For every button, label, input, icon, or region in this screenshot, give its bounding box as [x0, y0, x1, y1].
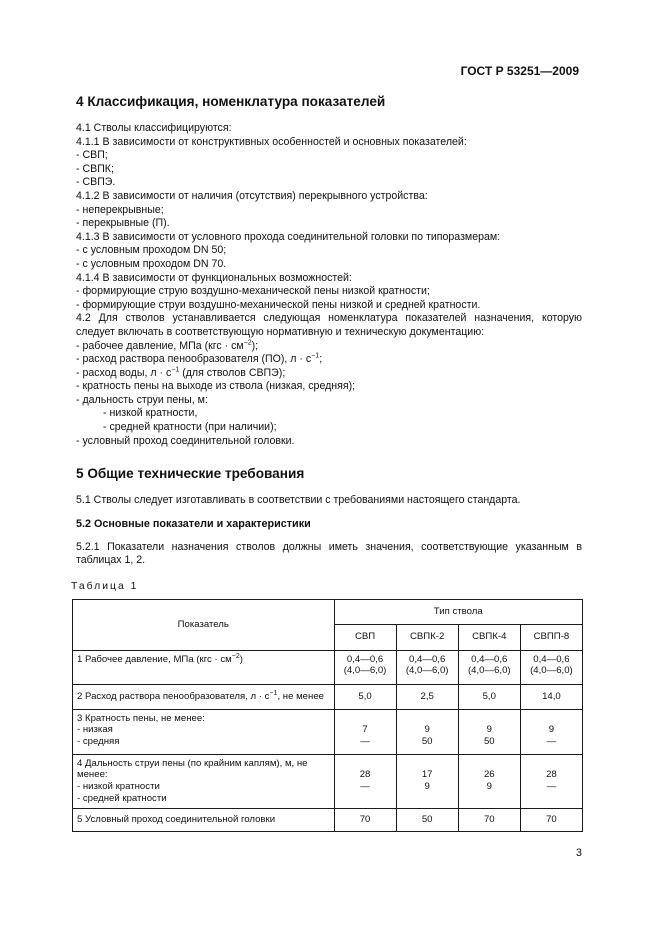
list-item: - с условным проходом DN 50; [76, 244, 227, 257]
clause-4-1-1: 4.1.1 В зависимости от конструктивных особенностей и основных показателей: [76, 135, 467, 148]
table-cell: 0,4—0,6 (4,0—6,0) [520, 650, 582, 684]
table-cell: 70 [520, 808, 582, 831]
clause-4-2: 4.2 Для стволов устанавливается следующая номенклатура показателей назначения, которую следует включать в соответствующую нормативную и техническую документацию: [76, 312, 582, 338]
header-indicator: Показатель [73, 599, 335, 650]
subsection-5-2-title: 5.2 Основные показатели и характеристики [76, 517, 311, 530]
table-row [73, 754, 583, 808]
table-row [73, 808, 583, 831]
table-cell: 0,4—0,6 (4,0—6,0) [458, 650, 520, 684]
table-cell: 70 [458, 808, 520, 831]
list-item: - перекрывные (П). [76, 217, 170, 230]
table-cell: 28 — [520, 754, 582, 808]
table-cell: 17 9 [396, 754, 458, 808]
table-cell: 28 — [334, 754, 396, 808]
table-cell: 5,0 [458, 684, 520, 709]
list-item-passage: - условный проход соединительной головки. [76, 434, 295, 447]
table-cell: 9 — [520, 709, 582, 754]
list-item: - с условным проходом DN 70. [76, 257, 227, 270]
list-item: - формирующие струю воздушно-механической пены низкой кратности; [76, 285, 430, 298]
column-header: СВП [334, 625, 396, 651]
list-item-range-mid: - средней кратности (при наличии); [103, 421, 277, 434]
clause-5-2-1: 5.2.1 Показатели назначения стволов должны иметь значения, соответствующие указанным в таблицах 1, 2. [76, 540, 582, 567]
clause-4-1-4: 4.1.4 В зависимости от функциональных возможностей: [76, 271, 352, 284]
list-item-water-flow: - расход воды, $л \cdot с^{-1}$ (для стволов СВПЭ); [76, 366, 286, 379]
table-row [73, 650, 583, 684]
table-cell: 9 50 [458, 709, 520, 754]
table-cell: 0,4—0,6 (4,0—6,0) [396, 650, 458, 684]
document-code: ГОСТ Р 53251—2009 [460, 64, 579, 78]
table-row [73, 684, 583, 709]
list-item-range-low: - низкой кратности, [103, 407, 198, 420]
column-header: СВПК-4 [458, 625, 520, 651]
list-item: - СВП; [76, 149, 108, 162]
section-4-title: 4 Классификация, номенклатура показателей [76, 94, 386, 109]
table-cell: 50 [396, 808, 458, 831]
row-label: 4 Дальность струи пены (по крайним каплям), м, не менее: - низкой кратности - средней кратности [73, 754, 335, 808]
table-header-row [73, 599, 583, 625]
table-cell: 14,0 [520, 684, 582, 709]
table-row [73, 709, 583, 754]
list-item: - СВПК; [76, 162, 114, 175]
clause-4-1-3: 4.1.3 В зависимости от условного прохода соединительной головки по типоразмерам: [76, 230, 501, 243]
list-item: - формирующие струи воздушно-механической пены низкой и средней кратности. [76, 298, 481, 311]
row-label: 1 Рабочее давление, МПа $(кгс \cdot см^{-2})$ [73, 650, 335, 684]
row-label: 5 Условный проход соединительной головки [73, 808, 335, 831]
row-label: 3 Кратность пены, не менее: - низкая - средняя [73, 709, 335, 754]
table-cell: 0,4—0,6 (4,0—6,0) [334, 650, 396, 684]
table-cell: 7 — [334, 709, 396, 754]
column-header: СВПК-2 [396, 625, 458, 651]
table-cell: 70 [334, 808, 396, 831]
table-cell: 26 9 [458, 754, 520, 808]
clause-4-1-2: 4.1.2 В зависимости от наличия (отсутствия) перекрывного устройства: [76, 189, 428, 202]
page-number: 3 [575, 847, 582, 859]
list-item: - СВПЭ. [76, 176, 116, 189]
section-5-title: 5 Общие технические требования [76, 466, 305, 482]
clause-5-1: 5.1 Стволы следует изготавливать в соответствии с требованиями настоящего стандарта. [76, 494, 521, 507]
header-type: Тип ствола [334, 599, 583, 625]
column-header: СВПП-8 [520, 625, 582, 651]
list-item-foam-flow: - расход раствора пенообразователя (ПО), $л \cdot с^{-1}$; [76, 352, 323, 366]
clause-4-1: 4.1 Стволы классифицируются: [76, 122, 232, 134]
page-content [71, 93, 582, 832]
row-label: 2 Расход раствора пенообразователя, $л \cdot с^{-1}$, не менее [73, 684, 335, 709]
table-caption: Таблица 1 [71, 581, 139, 593]
list-item-pressure: - рабочее давление, МПа $(кгс \cdot см^{-2})$; [76, 338, 259, 352]
table-cell: 9 50 [396, 709, 458, 754]
table-1 [72, 599, 583, 832]
list-item: - неперекрывные; [76, 203, 164, 216]
table-cell: 2,5 [396, 684, 458, 709]
list-item-multiplicity: - кратность пены на выходе из ствола (низкая, средняя); [76, 380, 356, 393]
list-item-range: - дальность струи пены, м: [76, 393, 208, 406]
table-cell: 5,0 [334, 684, 396, 709]
